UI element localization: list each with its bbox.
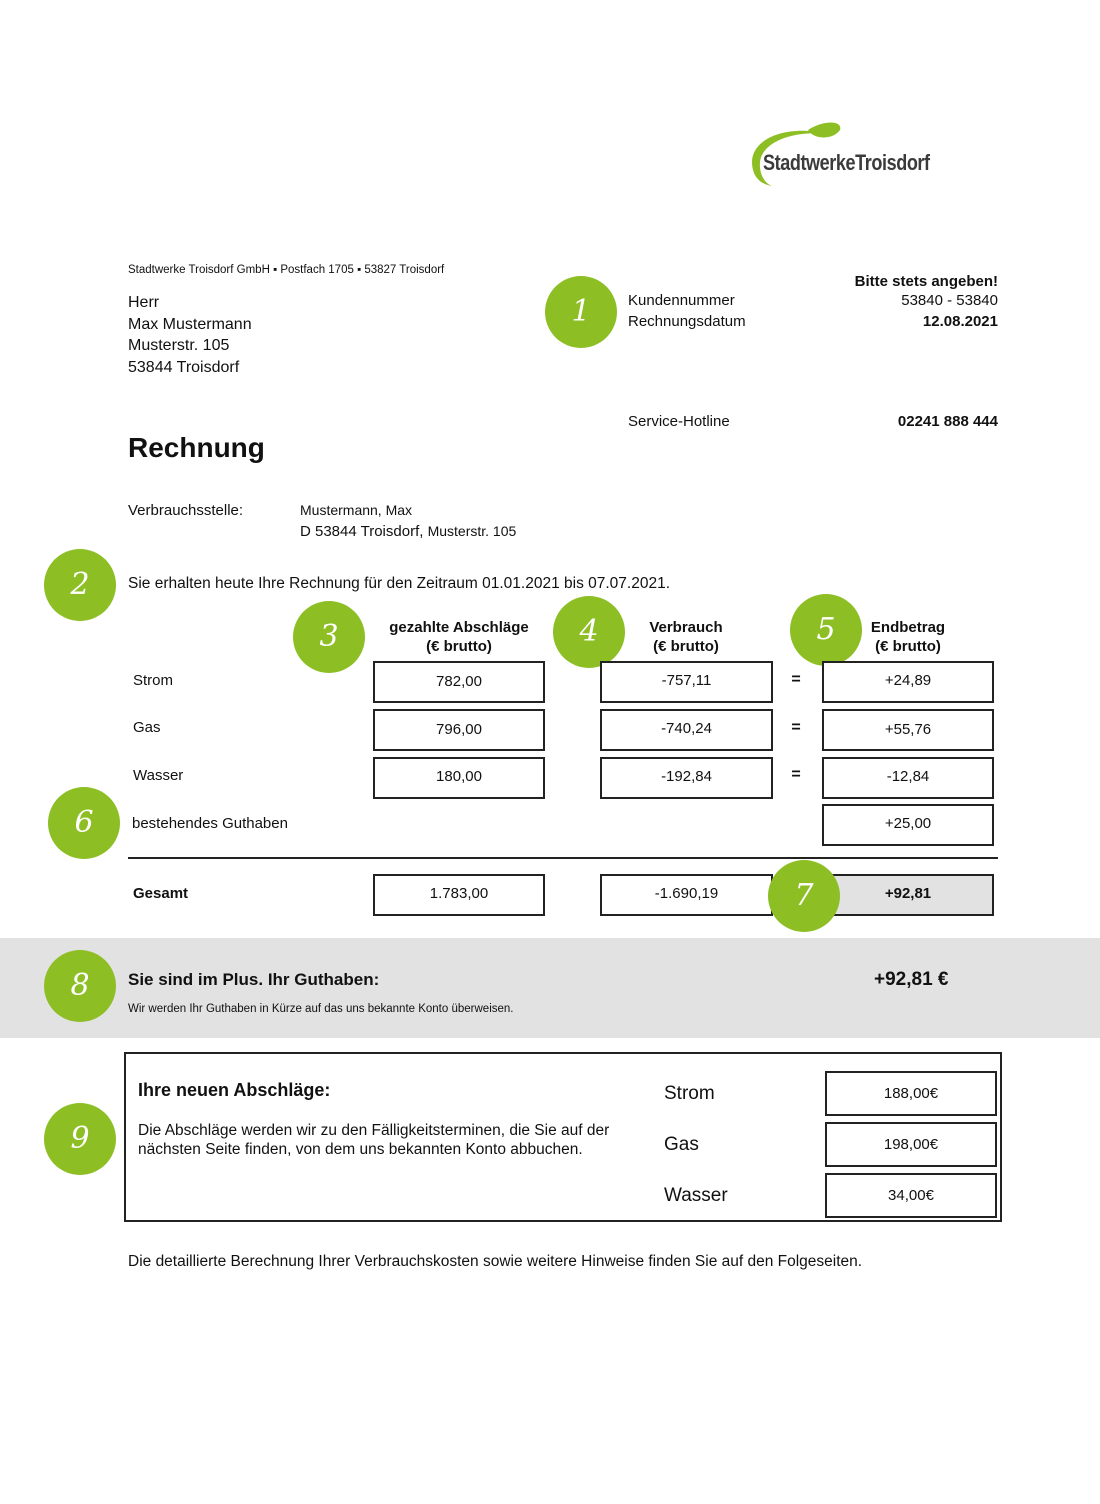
installment-label-strom: Strom	[664, 1083, 715, 1104]
info-note: Bitte stets angeben!	[854, 273, 998, 290]
cell-paid-total: 1.783,00	[373, 874, 545, 916]
billing-period-text: Sie erhalten heute Ihre Rechnung für den Zeitraum 01.01.2021 bis 07.07.2021.	[128, 575, 671, 592]
badge-1: 1	[545, 276, 617, 348]
header-final	[822, 618, 994, 656]
hotline-value: 02241 888 444	[897, 413, 998, 430]
badge-3: 3	[293, 601, 365, 673]
table-divider	[128, 857, 998, 859]
company-logo	[748, 118, 958, 190]
installment-value-wasser: 34,00€	[825, 1173, 997, 1218]
cell-usage-strom: -757,11	[600, 661, 773, 703]
badge-5: 5	[790, 594, 862, 666]
installment-label-wasser: Wasser	[664, 1185, 728, 1206]
row-label-credit: bestehendes Guthaben	[132, 815, 288, 832]
consumption-site-city: D 53844 Troisdorf,	[300, 523, 424, 540]
installment-value-strom: 188,00€	[825, 1071, 997, 1116]
installment-value-gas: 198,00€	[825, 1122, 997, 1167]
balance-amount: +92,81 €	[874, 969, 949, 990]
recipient-street: Musterstr. 105	[128, 337, 230, 354]
header-paid	[373, 618, 545, 656]
recipient-name: Max Mustermann	[128, 315, 252, 333]
badge-2: 2	[44, 549, 116, 621]
badge-9: 9	[44, 1103, 116, 1175]
customer-number-label: Kundennummer	[628, 292, 735, 309]
badge-4: 4	[553, 596, 625, 668]
header-paid-line2: (€ brutto)	[426, 638, 492, 655]
equals-sign: =	[791, 719, 801, 736]
header-usage	[600, 618, 772, 656]
cell-paid-strom: 782,00	[373, 661, 545, 703]
cell-final-gas: +55,76	[822, 709, 994, 751]
row-label-wasser: Wasser	[133, 767, 184, 784]
equals-sign: =	[791, 766, 801, 783]
header-usage-line1: Verbrauch	[649, 619, 723, 636]
invoice-date-label: Rechnungsdatum	[628, 313, 746, 330]
page-title: Rechnung	[128, 432, 265, 463]
cell-final-strom: +24,89	[822, 661, 994, 703]
recipient-address	[128, 292, 252, 378]
badge-8: 8	[44, 950, 116, 1022]
consumption-site-name: Mustermann, Max	[300, 502, 413, 518]
header-final-line2: (€ brutto)	[875, 638, 941, 655]
badge-6: 6	[48, 787, 120, 859]
footer-note: Die detaillierte Berechnung Ihrer Verbrauchskosten sowie weitere Hinweise finden Sie auf den Folgeseiten.	[128, 1253, 863, 1270]
cell-usage-wasser: -192,84	[600, 757, 773, 799]
consumption-site-address	[300, 523, 516, 540]
consumption-site-street: Musterstr. 105	[427, 523, 517, 539]
logo-text: StadtwerkeTroisdorf	[763, 150, 930, 175]
installment-label-gas: Gas	[664, 1134, 699, 1155]
hotline-label: Service-Hotline	[628, 413, 730, 430]
balance-title: Sie sind im Plus. Ihr Guthaben:	[128, 970, 380, 989]
equals-sign: =	[791, 671, 801, 688]
sender-line: Stadtwerke Troisdorf GmbH ▪ Postfach 1705 ▪ 53827 Troisdorf	[128, 264, 445, 276]
header-paid-line1: gezahlte Abschläge	[389, 619, 529, 636]
badge-7: 7	[768, 860, 840, 932]
cell-paid-wasser: 180,00	[373, 757, 545, 799]
invoice-date-value: 12.08.2021	[922, 313, 998, 330]
cell-final-total: +92,81	[822, 874, 994, 916]
recipient-city: 53844 Troisdorf	[128, 358, 240, 376]
new-installments-text: Die Abschläge werden wir zu den Fälligkeitsterminen, die Sie auf der nächsten Seite finden, von dem uns bekannten Konto abbuchen.	[138, 1122, 610, 1158]
row-label-strom: Strom	[133, 672, 174, 689]
header-final-line1: Endbetrag	[870, 619, 946, 636]
cell-usage-gas: -740,24	[600, 709, 773, 751]
row-label-gas: Gas	[133, 719, 161, 736]
row-label-total: Gesamt	[133, 885, 189, 902]
balance-note: Wir werden Ihr Guthaben in Kürze auf das uns bekannte Konto überweisen.	[128, 1003, 514, 1015]
header-usage-line2: (€ brutto)	[653, 638, 719, 655]
recipient-salutation: Herr	[128, 294, 160, 311]
cell-final-credit: +25,00	[822, 804, 994, 846]
new-installments-title: Ihre neuen Abschläge:	[138, 1080, 331, 1100]
cell-final-wasser: -12,84	[822, 757, 994, 799]
cell-paid-gas: 796,00	[373, 709, 545, 751]
customer-number-value: 53840 - 53840	[901, 292, 998, 309]
cell-usage-total: -1.690,19	[600, 874, 773, 916]
consumption-site-label: Verbrauchsstelle:	[128, 502, 244, 519]
